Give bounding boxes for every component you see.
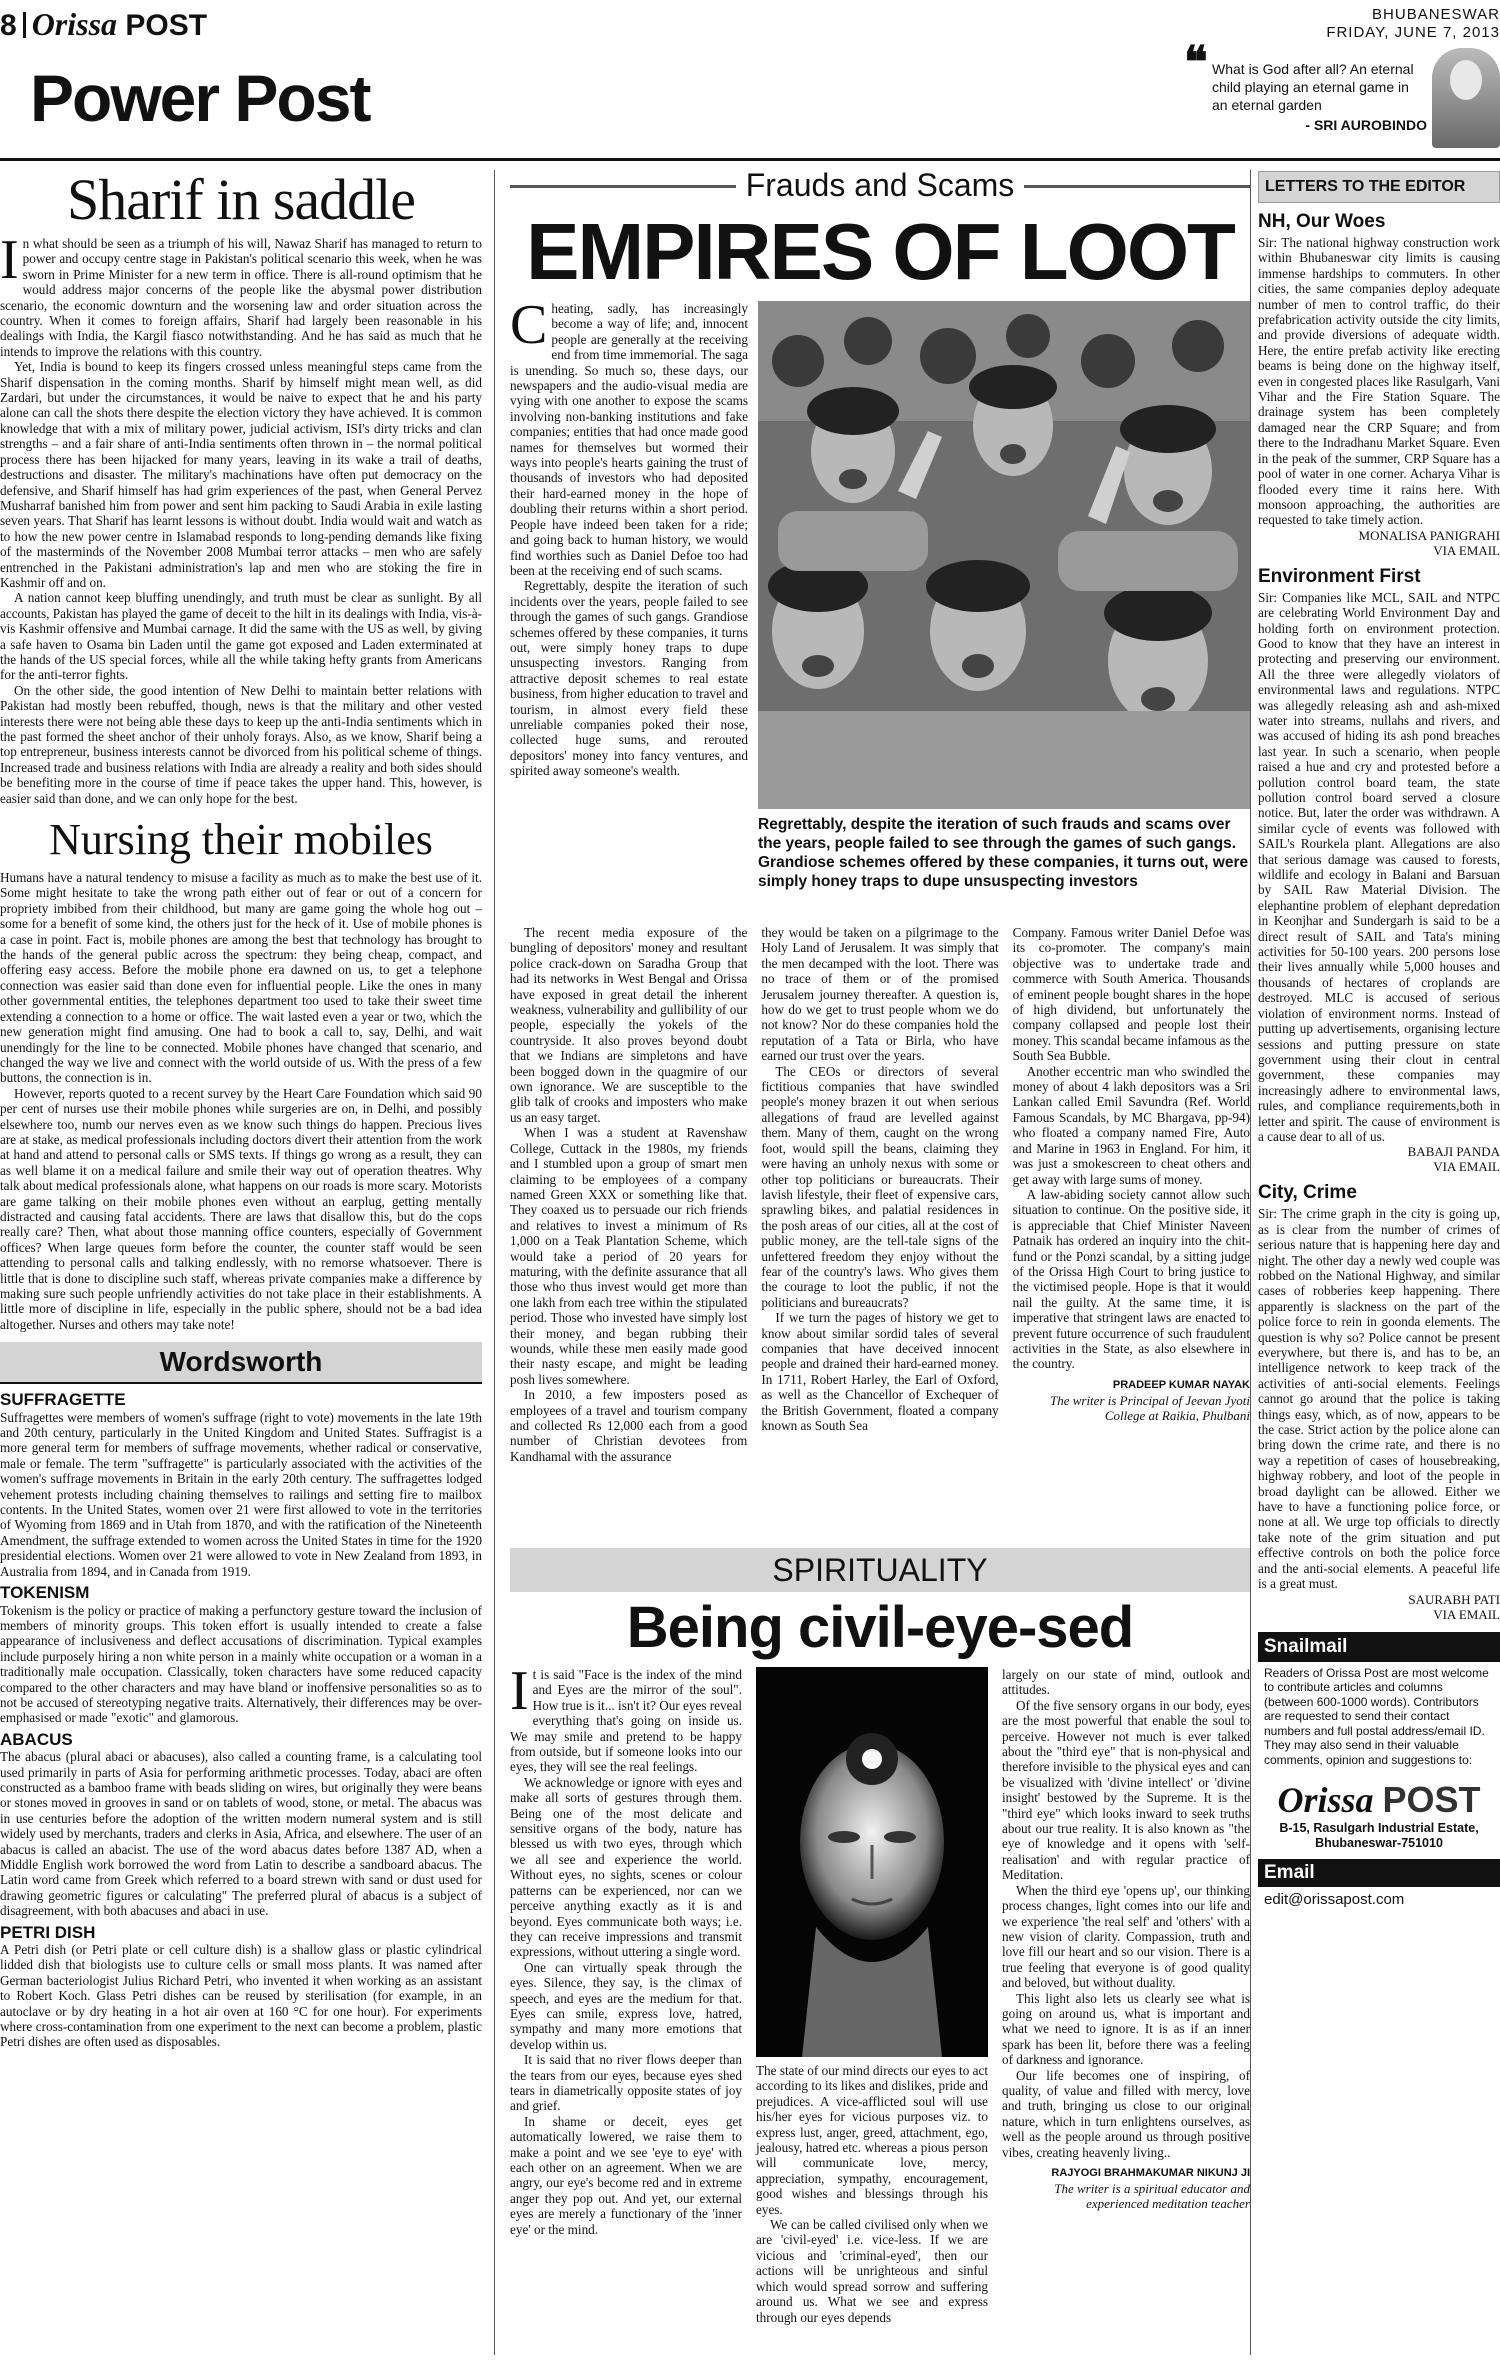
editorial-headline-nursing: Nursing their mobiles bbox=[49, 815, 433, 865]
wordsworth-entries bbox=[0, 1392, 482, 2050]
paragraph: If we turn the pages of history we get to know about similar sordid tales of several companies that have deceived innocent people and drained their hard-earned money. In 1711, Robert Harley, the Earl of Oxford, as well as the Chancellor of Exchequer of the British Government, floated a company known as South Sea bbox=[761, 1310, 999, 1433]
letter-signature: SAURABH PATI bbox=[1408, 1591, 1500, 1607]
byline: RAJYOGI BRAHMAKUMAR NIKUNJ JI bbox=[1051, 2167, 1250, 2179]
brand-post: POST bbox=[125, 9, 208, 42]
term-heading: TOKENISM bbox=[0, 1583, 90, 1603]
term-heading: PETRI DISH bbox=[0, 1922, 96, 1942]
editorial-headline-sharif: Sharif in saddle bbox=[66, 170, 416, 232]
term-definition: Tokenism is the policy or practice of making a perfunctory gesture toward the inclusion of members of minority groups. This token effort is usually intended to create a false appearance of inclusiveness and deflect accusations of discrimination. Typical examples include purposely hiring a non white person in a mainly white occupation or a woman in a traditionally male occupation. Classically, token characters have some reduced capacity compared to the other characters and may have bland or inoffensive personalities so as to not be accused of stereotyping negative traits. Alternatively, their differences may be over-emphasised or made "exotic" and glamorous. bbox=[0, 1602, 482, 1726]
feature-top bbox=[510, 294, 1250, 921]
spirituality-body bbox=[510, 1660, 1250, 2325]
paragraph: Cheating, sadly, has increasingly become a way of life; and, innocent people are generally at the receiving end from time immemorial. The saga is unending. So much so, these days, our newspapers and the audio-visual media are vying with one another to expose the scams involving non-banking institutions and fake companies; entities that had once made good names for themselves but wormed their ways into people's hearts gaining the trust of thousands of investors who had deposited their hard-earned money in the hope of doubling their returns within a short period. People have indeed been taken for a ride; and going back to human history, we would find worthies such as Daniel Defoe too had been at the receiving end of such scams. bbox=[510, 294, 748, 578]
byline-role: The writer is a spiritual educator and experienced meditation teacher bbox=[1054, 2181, 1250, 2212]
paragraph: The recent media exposure of the bungling of depositors' money and resultant police crack-down on Saradha Group that had its networks in West Bengal and Orissa have exposed in great detail the inherent weakness, vulnerability and gullibility of our people, especially the yokels of the countryside. It also proves beyond doubt that we Indians are simpletons and have been bogged down in the quagmire of our own ignorance. We are susceptible to the glib talk of crooks and imposters who make us an easy target. bbox=[510, 925, 748, 1125]
letter-title: NH, Our Woes bbox=[1258, 211, 1386, 232]
section-title: Power Post bbox=[30, 61, 370, 135]
paragraph: We can be called civilised only when we are 'civil-eyed' i.e. vice-less. If we are vicious and 'criminal-eyed', then our actions will be unrighteous and sinful which would spread sorrow and suffering around us. What we see and express through our eyes depends bbox=[756, 2217, 988, 2325]
paragraph: A nation cannot keep bluffing unendingly, and truth must be clear as sunlight. By all accounts, Pakistan has played the game of deceit to the hilt in its dealings with India, vis-à-vis Kashmir offensive and Mumbai carnage. It did the same with the US as well, by giving a safe haven to Osama bin Laden until the game got exposed and Laden exterminated at the hands of the US special forces, while all the while taking hefty grants from Americans for the anti-terror fights. bbox=[0, 590, 482, 683]
paragraph: When I was a student at Ravenshaw College, Cuttack in the 1980s, my friends and I stumbled upon a group of smart men claiming to be employees of a company named Green XXX or something like that. They coaxed us to persuade our rich friends and relatives to invest a minimum of Rs 1,000 on a Teak Plantation Scheme, which would take a period of 20 years for maturing, with the definite assurance that all those who thus invest would get more than one lakh from each tree within the stipulated period. Those who invested have simply lost their money, and began rubbing their wounds, while these men easily made good their nasty escape, and might be leading posh lives somewhere. bbox=[510, 1125, 748, 1387]
paragraph: In what should be seen as a triumph of his will, Nawaz Sharif has managed to return to power and occupy centre stage in Pakistan's political scenario this week, when he was sworn in Prime Minister for a new term in office. There is all-round optimism that he would address major concerns of the people like the abysmal power distribution scenario, the economic downturn and the worsening law and order situation across the country. When it comes to foreign affairs, Sharif had largely been reasonable in his dealings with India, the Kargil fiasco notwithstanding. And he has said as much that he intends to improve the relations with this country. bbox=[0, 229, 482, 359]
feature-body bbox=[510, 925, 1250, 1464]
letter-body: Sir: Companies like MCL, SAIL and NTPC are celebrating World Environment Day and holding forth on environment protection. Good to know that they have an interest in protecting and preserving our environment. All the three were allegedly violators of environmental laws and regulations. NTPC was allegedly releasing ash and ash-mixed water into streams, nullahs and rivers, and was accused of hiding its ash pond breaches last year. In such a scenario, when people raised a hue and cry and protested before a pollution control board team, the state pollution control board served a closure notice. But, later the order was withdrawn. A similar cycle of events was followed with SAIL's Rourkela plant. Allegations are also that serious damage was caused to forests, wildlife and ecology in Balani and Barsuan by SAIL Raw Material Division. The elephantine problem of elephant depredation in Keonjhar and Sundergarh is said to be a direct result of SAIL and Tata's mining activities for 50-100 years. 200 persons lose their lives annually while 5,000 houses and thousands of hectares of croplands are destroyed. MLC is accused of serious violation of environment norms. Instead of putting up advertisements, organising lecture sessions and putting pressure on state government using their clout in central government, these companies may increasingly adhere to environmental laws, rules, and compliance requirements,both in letter and spirit. The cause of environment is a cause dear to all of us. bbox=[1258, 589, 1500, 1144]
quote-mark-icon: ❝ bbox=[1184, 38, 1208, 87]
term-definition: The abacus (plural abaci or abacuses), also called a counting frame, is a calculating tool used primarily in parts of Asia for performing arithmetic processes. Today, abaci are often constructed as a bamboo frame with beads sliding on wires, but originally they were beans or stones moved in grooves in sand or on tablets of wood, stone, or metal. The abacus was in use centuries before the adoption of the written modern numeral system and is still widely used by merchants, traders and clerks in Asia, Africa, and elsewhere. The user of an abacus is called an abacist. The use of the word abacus dates before 1387 AD, when a Middle English work borrowed the word from Latin to describe a sandboard abacus. The Latin word came from Greek which referred to a board strewn with sand or dust used for drawing geometric figures or calculating" The preferred plural of abacus is a subject of disagreement, with both abacuses and abaci in use. bbox=[0, 1749, 482, 1919]
page-header bbox=[0, 6, 207, 43]
paragraph: The CEOs or directors of several fictitious companies that have swindled people's money brazen it out when serious allegations of fraud are levelled against them. Many of them, caught on the wrong foot, would spill the beans, claiming they were having an unholy nexus with some or other top politicians or bureaucrats. Their lavish lifestyle, their fleet of expensive cars, sprawling bikes, and palatial residences in the posh areas of our cities, all at the cost of public money, are the tell-tale signs of the unfettered freedom they enjoy without the fear of the country's laws. Who gives them the courage to loot the public, if not the politicians and bureaucrats? bbox=[761, 1063, 999, 1310]
snailmail-text: Readers of Orissa Post are most welcome to contribute articles and columns (between 600-1000 words). Contributors are requested to send their contact numbers and full postal address/email ID. They may also send in their valuable comments, opinion and suggestions to: bbox=[1264, 1665, 1489, 1767]
feature-intro bbox=[510, 294, 748, 779]
kicker-text: Frauds and Scams bbox=[736, 167, 1025, 203]
quote-author: - SRI AUROBINDO bbox=[1305, 117, 1427, 133]
masthead-rule bbox=[0, 158, 1500, 161]
letters-column bbox=[1258, 165, 1500, 2355]
column-divider bbox=[494, 170, 495, 2355]
letter-source: VIA EMAIL bbox=[1433, 1159, 1500, 1175]
logo-orissa: Orissa bbox=[1277, 1780, 1374, 1820]
letter-signature: BABAJI PANDA bbox=[1407, 1144, 1500, 1160]
spirit-col-1 bbox=[510, 1660, 742, 2325]
feature-col-3 bbox=[1013, 925, 1250, 1464]
byline-role: The writer is Principal of Jeevan Jyoti College at Raikia, Phulbani bbox=[1049, 1393, 1250, 1424]
paragraph: Humans have a natural tendency to misuse a facility as much as to make the best use of it. Some might hesitate to take the wrong path either out of fear or out of a concern for propriety imbibed from their childhood, but many are game going the whole hog out – some for a benefit of some kind, the others just for the heck of it. Use of mobile phones is a case in point. Fact is, mobile phones are among the best that technology has brought to the hands of the general public across the spectrum: they being cheap, compact, and offering easy access. Before the mobile phone era dawned on us, to get a telephone connection was easier said than done even for influential people. Like the ones in many other governmental entities, the telephones department too used to take their sweet time extending a connection to a home or office. The wait lasted even a year or two, which the new generation might find amusing. One had to book a call to, say, Delhi, and wait unendingly for the line to be connected. Mobile phones have changed that scenario, and changed the way we live and connect with the world outside of us. With the press of a few buttons, the connection is in. bbox=[0, 870, 482, 1086]
letter-body: Sir: The national highway construction work within Bhubaneswar city limits is causing immense hardships to commuters. In other cities, the same companies deploy adequate number of men to control traffic, do their prefabrication activity outside the city limits, and provide diversions of adequate width. Here, the entire prefab activity like erecting beams is being done on the highway itself, even in congested places like Rasulgarh, Vani Vihar and the Fire Station Square. The drainage system has been completely damaged near the CRP Square; and from there to the Indradhanu Market Square. Even in the peak of the summer, CRP Square has a pool of water in one corner. Acharya Vihar is flooded every time it rains here. With monsoon approaching, the authorities are requested to take timely action. bbox=[1258, 235, 1500, 528]
feature-col-1 bbox=[510, 925, 747, 1464]
byline: PRADEEP KUMAR NAYAK bbox=[1112, 1378, 1250, 1391]
feature-headline: EMPIRES OF LOOT bbox=[526, 207, 1234, 296]
paragraph: Company. Famous writer Daniel Defoe was its co-promoter. The company's main objective was to undertake trade and commerce with South America. Thousands of eminent people bought shares in the hope of high dividend, but unfortunately the company collapsed and people lost their money. This scandal became infamous as the South Sea Bubble. bbox=[1012, 925, 1250, 1064]
header-divider bbox=[23, 12, 26, 38]
paragraph: We acknowledge or ignore with eyes and make all sorts of gestures through them. Being one of the most delicate and sensitive organs of the body, nature has blessed us with two eyes, through which we all see and experience the world. Without eyes, no sights, scenes or colour patterns can be experienced, nor can we perceive anything exactly as it is and beyond. Eyes communicate both ways; i.e. they can receive impressions and transmit expressions, without uttering a single word. bbox=[510, 1774, 742, 1960]
paragraph: When the third eye 'opens up', our thinking process changes, light comes into our life and we experience 'the real self' and 'others' with a new vision of clarity. Compassion, truth and love fill our heart and so our vision. There is a true feeling that everyone is of good quality and beloved, but without duality. bbox=[1002, 1882, 1250, 1991]
letter-title: City, Crime bbox=[1258, 1182, 1357, 1204]
dateline-date: FRIDAY, JUNE 7, 2013 bbox=[1326, 24, 1500, 41]
third-eye-graphic bbox=[756, 1667, 988, 2057]
third-eye-photo bbox=[756, 1667, 988, 2057]
kicker bbox=[510, 167, 1250, 204]
masthead bbox=[0, 0, 1500, 165]
paragraph: In 2010, a few imposters posed as employees of a travel and tourism company and collected Rs 12,000 each from a good number of Christian devotees from Kandhamal with the assurance bbox=[510, 1387, 748, 1464]
paragraph: Another eccentric man who swindled the money of about 4 lakh depositors was a Sri Lankan called Emil Savundra (Ref. World Famous Scandals, by MC Bhargava, pp-94) who floated a company named Fire, Auto and Marine in 1963 in England. For him, it was just a smokescreen to cheat others and get away with large sums of money. bbox=[1012, 1063, 1250, 1187]
letter-title: Environment First bbox=[1258, 565, 1421, 587]
spirituality-band: SPIRITUALITY bbox=[510, 1548, 1250, 1592]
photo-caption: Regrettably, despite the iteration of such frauds and scams over the years, people failed to see through the games of such gangs. Grandiose schemes offered by these companies, it turns out, were simply honey traps to dupe unsuspecting investors bbox=[758, 816, 1249, 890]
paragraph: On the other side, the good intention of New Delhi to maintain better relations with Pakistan had mostly been rebuffed, though, news is that the military and other vested interests there were not being able these days to keep up the anti-India sentiments which in the past formed the sheet anchor of their unholy forays. Also, as we know, Sharif being a top entrepreneur, business interests cannot be divorced from his political scheme of things. Increased trade and business relations with India are already a reality and both sides should be benefiting more in the course of time if peace takes the upper hand. This, however, is easier said than done, and we can only hope for the best. bbox=[0, 682, 482, 806]
dateline bbox=[1326, 6, 1500, 42]
paragraph: Of the five sensory organs in our body, eyes are the most powerful that enable the soul to perceive. However not much is ever talked about the "third eye" that is non-physical and therefore invisible to the physical eyes and can be visualized with 'divine intellect' or 'divine insight' bestowed by the Supreme. It is the "third eye" which looks inward to seek truths about our true reality. It is also known as "the eye of knowledge and it opens with 'self-realisation' and with regular practice of Meditation. bbox=[1002, 1697, 1250, 1883]
snailmail-heading: Snailmail bbox=[1258, 1632, 1500, 1662]
term-definition: A Petri dish (or Petri plate or cell culture dish) is a shallow glass or plastic cylindrical lidded dish that biologists use to culture cells or small moss plants. It was named after German bacteriologist Julius Richard Petri, who invented it when working as an assistant to Robert Koch. Glass Petri dishes can be reused by sterilisation (for example, in an autoclave or by dry heating in a hot air oven at 160 °C for one hour). For experiments where cross-contamination from one experiment to the next can become a problem, plastic Petri dishes are often used as disposables. bbox=[0, 1942, 482, 2050]
email-heading: Email bbox=[1258, 1859, 1500, 1887]
brand-orissa: Orissa bbox=[31, 6, 118, 42]
letter-signature: MONALISA PANIGRAHI bbox=[1358, 527, 1500, 543]
kicker-row bbox=[510, 165, 1250, 209]
aurobindo-portrait bbox=[1432, 48, 1500, 148]
address-line: B-15, Rasulgarh Industrial Estate, bbox=[1279, 1821, 1479, 1835]
email-address[interactable]: edit@orissapost.com bbox=[1264, 1891, 1405, 1908]
wordsworth-band: Wordsworth bbox=[0, 1342, 482, 1384]
paragraph: The state of our mind directs our eyes to act according to its likes and dislikes, pride and prejudices. A vice-afflicted soul will use his/her eyes for vicious purposes viz. to express lust, anger, greed, attachment, ego, jealousy, hatred etc. whereas a pious person will communicate love, mercy, appreciation, sympathy, encouragement, good wishes and blessings through his eyes. bbox=[756, 2063, 988, 2217]
spirit-col-2 bbox=[756, 1667, 988, 2325]
paragraph: This light also lets us clearly see what is going on around us, what is important and what we need to ignore. It is as if an inner spark has been lit, before there was a feeling of darkness and ignorance. bbox=[1002, 1990, 1250, 2068]
spirit-col-3 bbox=[1002, 1667, 1250, 2325]
term-definition: Suffragettes were members of women's suffrage (right to vote) movements in the late 19th and 20th century, particularly in the United Kingdom and United States. Suffragist is a more general term for members of suffrage movements, whether radical or conservative, male or female. The term "suffragette" is particularly associated with the activities of the women's suffrage movements in Britain in the early 20th century. The suffragettes lodged vehement protests including chaining themselves to railings and setting fire to mailbox contents. In the United States, women over 21 were first allowed to vote in the territories of Wyoming from 1869 and in Utah from 1870, and with the ratification of the Nineteenth Amendment, the suffrage extended to women across the United States in time for the 1920 presidential elections. Women over 21 were allowed to vote in New Zealand from 1893, in Australia from 1894, and in Canada from 1919. bbox=[0, 1409, 482, 1579]
paragraph: Our life becomes one of inspiring, of quality, of value and filled with mercy, love and truth, bringing us close to our original nature, which in turn enlightens ourselves, as well as the people around us through positive vibes, creating heavenly living.. bbox=[1002, 2067, 1250, 2160]
feature-col-2 bbox=[761, 925, 998, 1464]
spirituality-headline: Being civil-eye-sed bbox=[626, 1595, 1134, 1660]
paragraph: It is said "Face is the index of the mind and Eyes are the mirror of the soul". How true is it... isn't it? Our eyes reveal everything that's going on inside us. We may smile and pretend to be happy from outside, but if someone looks into our eyes, they will see the real feelings. bbox=[510, 1660, 742, 1775]
page-number: 8 bbox=[0, 9, 17, 42]
protest-photo-graphic bbox=[758, 301, 1250, 809]
paragraph: they would be taken on a pilgrimage to the Holy Land of Jerusalem. It was simply that the men decamped with the loot. There was no trace of them or of the promised Jerusalem journey thereafter. A question is, how do we get to trust people whom we do not know? Nor do these companies hold the reputation of a Tata or Birla, who have earned our trust over the years. bbox=[761, 925, 999, 1064]
dateline-city: BHUBANESWAR bbox=[1372, 6, 1500, 23]
protest-photo bbox=[758, 301, 1250, 809]
letter-source: VIA EMAIL bbox=[1433, 542, 1500, 558]
paragraph: largely on our state of mind, outlook and attitudes. bbox=[1002, 1667, 1250, 1698]
paragraph: One can virtually speak through the eyes. Silence, they say, is the climax of speech, and eyes are the medium for that. Eyes can smile, express love, hatred, sympathy and many more emotions that develop within us. bbox=[510, 1959, 742, 2052]
term-heading: SUFFRAGETTE bbox=[0, 1390, 126, 1410]
quote-box bbox=[1184, 38, 1427, 134]
column-divider bbox=[1250, 170, 1251, 2355]
letter-source: VIA EMAIL bbox=[1433, 1606, 1500, 1622]
paragraph: However, reports quoted to a recent survey by the Heart Care Foundation which said 90 per cent of nurses use their mobile phones while surgeries are on, in Delhi, and possibly elsewhere too, numb our nerves even as we know such things do happen. Precious lives are at stake, as medical professionals including doctors divert their attention from the work at hand and attend to personal calls or SMS texts. If things go wrong as a result, they can as well blame it on a medical failure and smile their way out of operation theatres. Why talk about medical professionals alone, what happens on our roads is more scary. Motorists are game talking on their mobile phones even without an earplug, getting mentally distracted and causing fatal accidents. There are laws that disallow this, but do the cops really care? Then, what about those manning office counters, especially of Government offices? When large queues form before the counter, the counter staff would be seen attending to personal calls and talking endlessly, with no remorse whatsoever. There is little that is done to discipline such staff, whereas private companies make a difference by making sure such people unfriendly activities do not take place in their establishments. A little more of discipline in life, especially in the public sphere, should not be a bad idea altogether. Nurses and others may take note! bbox=[0, 1085, 482, 1332]
orissa-post-logo bbox=[1258, 1779, 1500, 1821]
feature-column bbox=[510, 165, 1250, 2355]
paragraph: In shame or deceit, eyes get automatically lowered, we raise them to make a point and we see 'eye to eye' with each other on an agreement. When we are angry, our eye's become red and in extreme anger they pop out. And yet, our external eyes are merely a functionary of the 'inner eye' or the mind. bbox=[510, 2113, 742, 2237]
editorial-body-sharif bbox=[0, 229, 482, 806]
letters-band: LETTERS TO THE EDITOR bbox=[1258, 171, 1500, 203]
editorial-column bbox=[0, 170, 482, 2360]
paragraph: Regrettably, despite the iteration of such incidents over the years, people failed to see through the games of such gangs. Grandiose schemes offered by these companies, it turns out, were simply honey traps to dupe unsuspecting investors. Ranging from attractive deposit schemes to real estate business, from higher education to travel and tourism, in almost every field these unreliable companies poked their nose, collected huge sums, and rerouted depositors' money into fancy ventures, and spirited away someone's wealth. bbox=[510, 578, 748, 779]
term-heading: ABACUS bbox=[0, 1729, 73, 1749]
letter-body: Sir: The crime graph in the city is going up, as is clear from the number of crimes of serious nature that is happening here day and night. The other day a newly wed couple was robbed on the National Highway, and similar cases of robberies keep happening. There apparently is slackness on the part of the police force to rein in goonda elements. The question is why so? Police cannot be present everywhere, but there is, and has to be, an intelligence network to keep track of the activities of anti-social elements. Feelings cannot go around that the police is taking things easy, which, as of now, appears to be the case. Strict action by the police alone can bring down the crime rate, and there is no way a repetition of cases of housebreaking, highway robbery, and loot of the people in broad daylight can be allowed. Either we have to have a functioning police force, or none at all. We urge top officials to directly take note of the grim situation and put effective controls on both the police force and the anti-social elements. A peaceful life is a great must. bbox=[1258, 1206, 1500, 1592]
logo-post: POST bbox=[1382, 1779, 1481, 1820]
quote-text: What is God after all? An eternal child playing an eternal game in an eternal garden bbox=[1212, 61, 1414, 113]
paragraph: A law-abiding society cannot allow such situation to continue. On the positive side, it is appreciable that Chief Minister Naveen Patnaik has ordered an inquiry into the chit-fund or the Ponzi scandal, by a sitting judge of the Orissa High Court to bring justice to the victimised people. Hope is that it would nail the guilty. At the same time, it is imperative that stringent laws are enacted to prevent future occurrence of such fraudulent activities in the State, as also elsewhere in the country. bbox=[1012, 1186, 1250, 1372]
paragraph: It is said that no river flows deeper than the tears from our eyes, because eyes shed tears in diametrically opposite states of joy and grief. bbox=[510, 2052, 742, 2114]
editorial-body-nursing bbox=[0, 870, 482, 1332]
paragraph: Yet, India is bound to keep its fingers crossed unless meaningful steps came from the Sharif dispensation in the coming months. Sharif by himself might mean well, as did Zardari, but under the circumstances, it would be naive to expect that he and his party alone can call the shots there despite the election victory they have achieved. It is common knowledge that with a mix of military power, judicial activism, ISI's dirty tricks and clan strengths – and a fair share of anti-India sentiments often thrown in – the normal political process there has been hijacked for many years, leaving in its wake a trail of deaths, destructions and disaster. The military's machinations have often put democracy on the defensive, and Sharif himself has had grim experiences of the past, when General Pervez Musharraf banished him from power and sent him packing to Saudi Arabia in exile lasting seven years. That Sharif has learnt lessons is without doubt. India would wait and watch as to how the new power centre in Islamabad responds to long-pending demands like fixing of the masterminds of the November 2008 Mumbai terror attacks – men who are safely entrenched in the Pakistani administration's lap and men who are stoking the fire in Kashmir off and on. bbox=[0, 359, 482, 590]
address-line: Bhubaneswar-751010 bbox=[1315, 1836, 1443, 1850]
